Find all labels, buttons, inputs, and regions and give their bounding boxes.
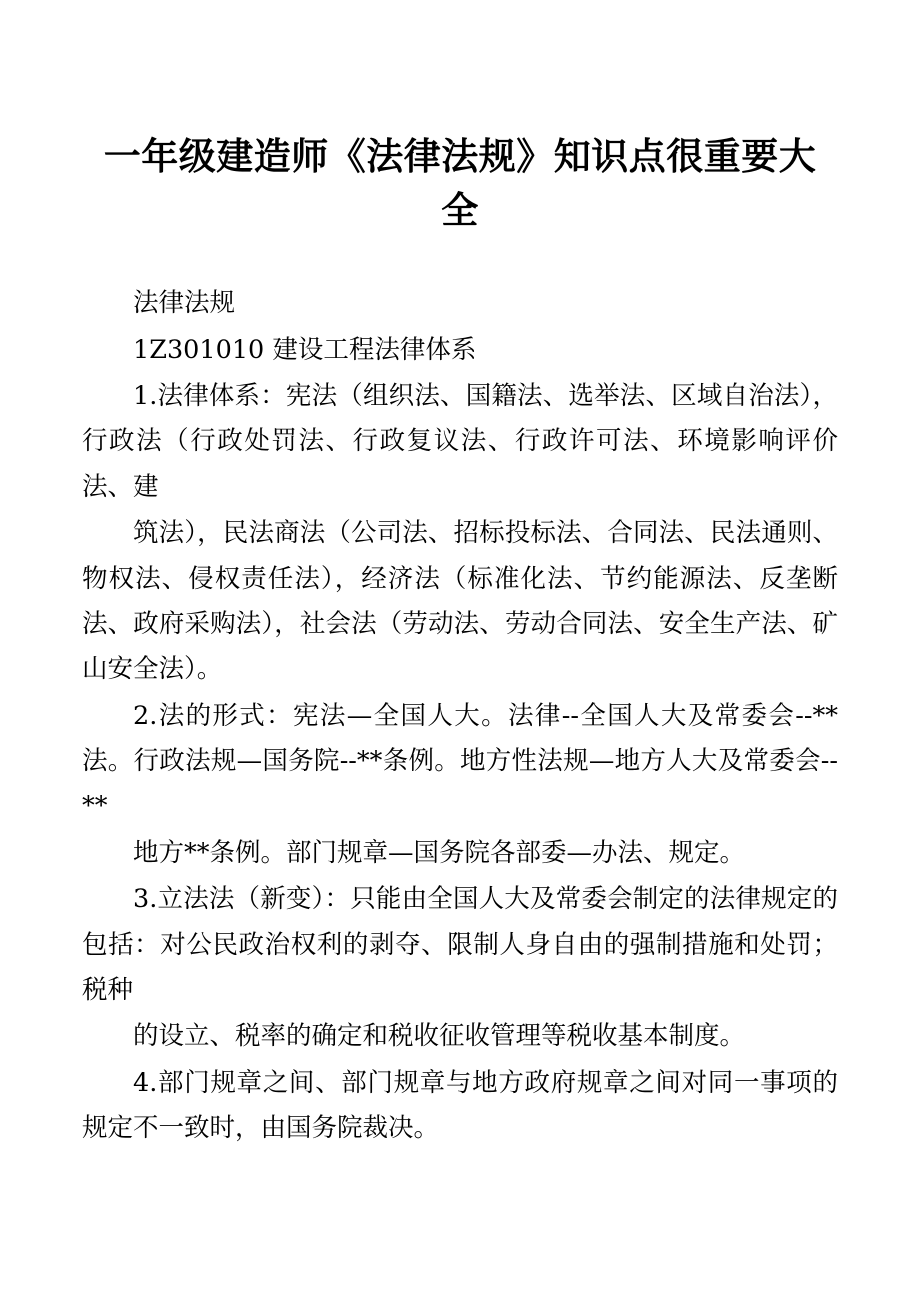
document-body [82, 281, 838, 1151]
page-title: 一年级建造师《法律法规》知识点很重要大全 [103, 135, 817, 232]
paragraph: 1.法律体系：宪法（组织法、国籍法、选举法、区域自治法），行政法（行政处罚法、行政复议法、行政许可法、环境影响评价法、建 [82, 381, 838, 502]
paragraph: 3.立法法（新变）：只能由全国人大及常委会制定的法律规定的包括：对公民政治权利的剥夺、限制人身自由的强制措施和处罚；税种 [82, 884, 838, 1005]
paragraph: 筑法），民法商法（公司法、招标投标法、合同法、民法通则、物权法、侵权责任法），经济法（标准化法、节约能源法、反垄断法、政府采购法），社会法（劳动法、劳动合同法、安全生产法、矿山安全法）。 [82, 518, 838, 685]
paragraph: 地方**条例。部门规章—国务院各部委—办法、规定。 [133, 837, 746, 868]
paragraph: 4.部门规章之间、部门规章与地方政府规章之间对同一事项的规定不一致时，由国务院裁决。 [82, 1067, 838, 1144]
paragraph: 2.法的形式：宪法—全国人大。法律--全国人大及常委会--**法。行政法规—国务院--**条例。地方性法规—地方人大及常委会--** [82, 700, 838, 822]
paragraph: 1Z301010 建设工程法律体系 [133, 334, 477, 365]
paragraph: 法律法规 [133, 288, 236, 319]
paragraph: 的设立、税率的确定和税收征收管理等税收基本制度。 [133, 1021, 746, 1052]
